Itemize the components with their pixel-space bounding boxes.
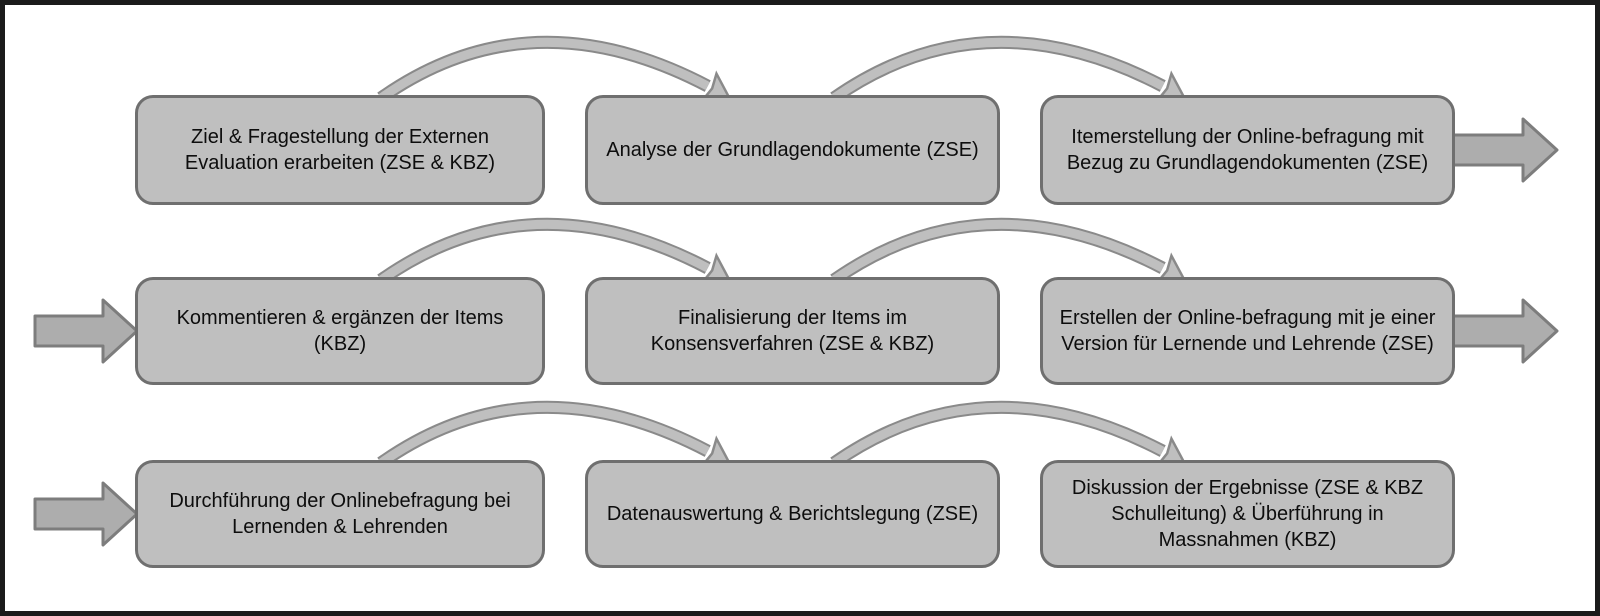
step-box-2 (585, 95, 1000, 205)
flow-continuation-arrow-left (35, 483, 137, 545)
step-box-9 (1040, 460, 1455, 568)
step-label: Analyse der Grundlagendokumente (ZSE) (606, 139, 979, 161)
curved-connector-arrow (381, 407, 729, 465)
step-label: Itemerstellung der Online-befragung mit Bezug zu Grundlagendokumenten (ZSE) (1066, 126, 1429, 174)
step-box-5 (585, 277, 1000, 385)
flow-continuation-arrow-left (35, 300, 137, 362)
curved-connector-arrow (381, 42, 729, 100)
step-box-4 (135, 277, 545, 385)
curved-connector-arrow (381, 224, 729, 282)
step-label: Ziel & Fragestellung der Externen Evaluation erarbeiten (ZSE & KBZ) (184, 126, 496, 174)
flow-continuation-arrow-right (1453, 300, 1557, 362)
curved-connector-arrow (834, 224, 1184, 282)
step-box-1 (135, 95, 545, 205)
flow-continuation-arrow-right (1453, 119, 1557, 181)
step-box-3 (1040, 95, 1455, 205)
step-box-7 (135, 460, 545, 568)
step-box-8 (585, 460, 1000, 568)
step-label: Datenauswertung & Berichtslegung (ZSE) (606, 503, 979, 525)
step-box-6 (1040, 277, 1455, 385)
step-label: Diskussion der Ergebnisse (ZSE & KBZ Schulleitung) & Überführung in Massnahmen (KBZ) (1071, 477, 1424, 551)
step-label: Durchführung der Onlinebefragung bei Lernenden & Lehrenden (169, 490, 511, 538)
step-label: Erstellen der Online-befragung mit je einer Version für Lernende und Lehrende (ZSE) (1059, 307, 1436, 355)
curved-connector-arrow (834, 407, 1184, 465)
step-label: Finalisierung der Items im Konsensverfahren (ZSE & KBZ) (650, 307, 935, 355)
step-label: Kommentieren & ergänzen der Items (KBZ) (176, 307, 504, 355)
curved-connector-arrow (834, 42, 1184, 100)
